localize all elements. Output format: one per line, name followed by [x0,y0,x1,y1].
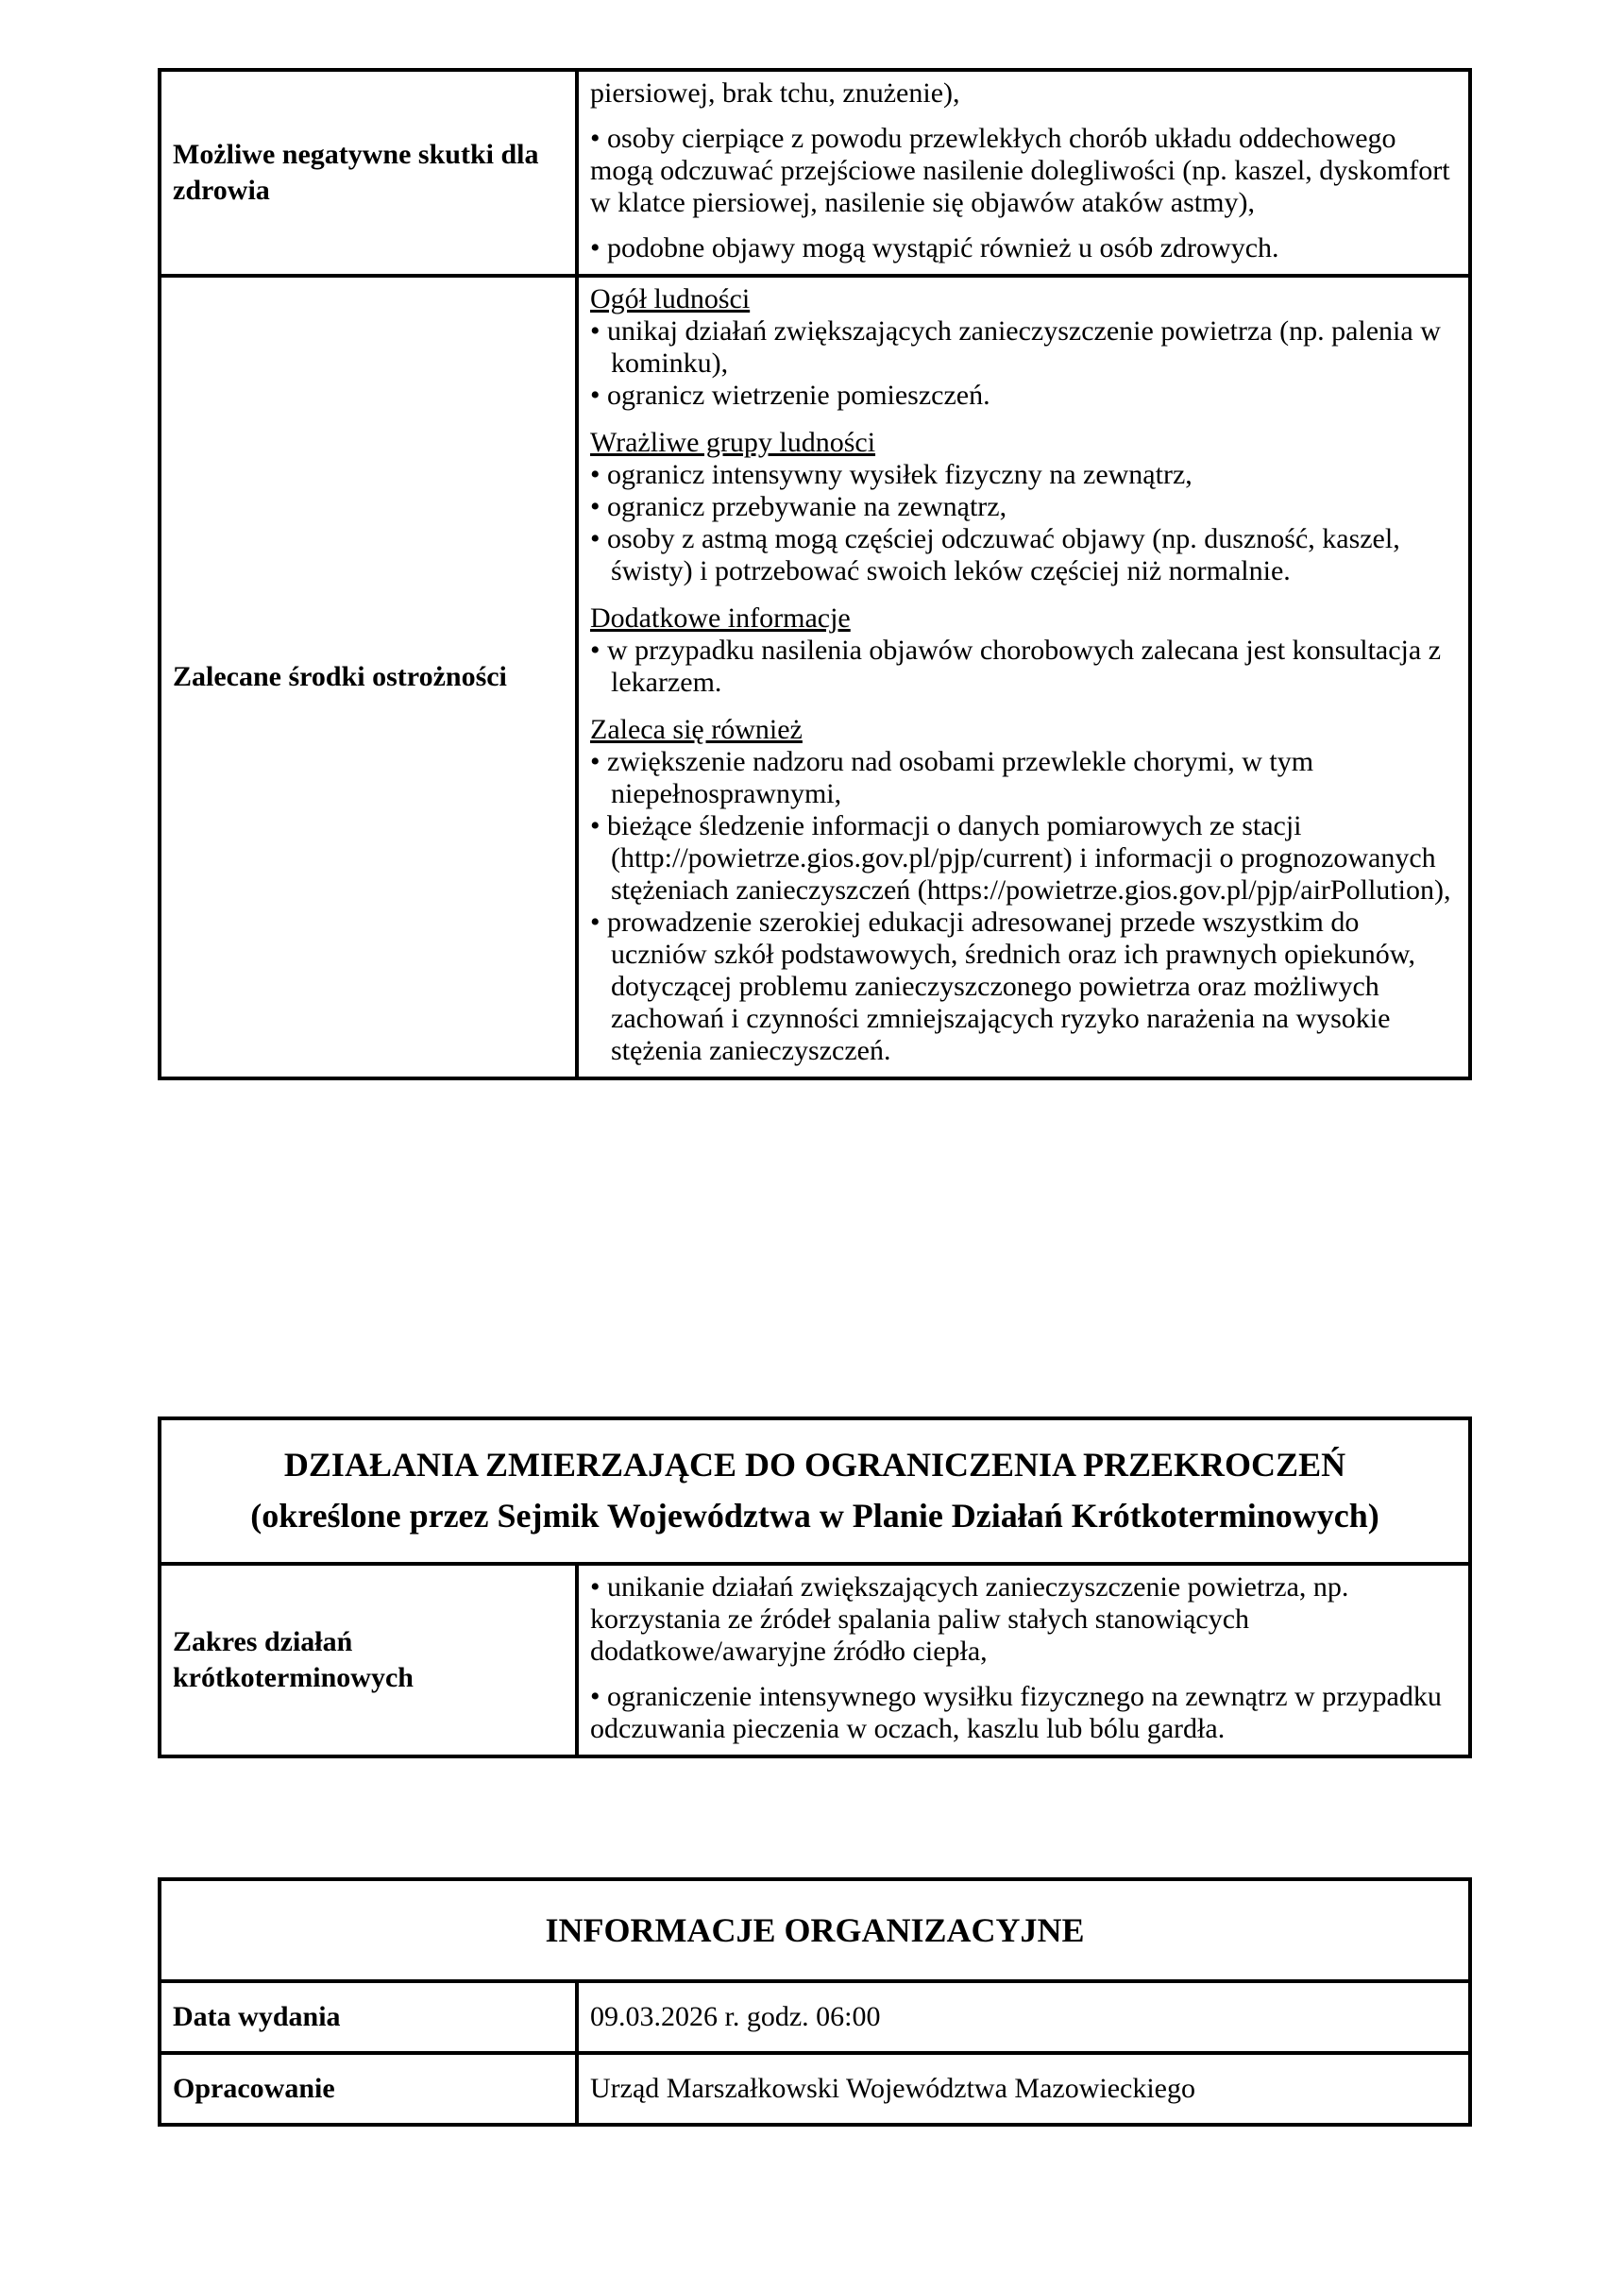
list-item: • osoby z astmą mogą częściej odczuwać objawy (np. duszność, kaszel, świsty) i potrzebować swoich leków częściej niż normalnie. [590,523,1400,586]
table-row [160,1564,1470,1756]
list-item: • unikaj działań zwiększających zanieczyszczenie powietrza (np. palenia w kominku), [590,315,1441,379]
prepared-by-value: Urząd Marszałkowski Województwa Mazowieckiego [577,2053,1470,2125]
table-row [160,1981,1470,2053]
health-effects-content [577,70,1470,276]
actions-title-line1: DZIAŁANIA ZMIERZAJĄCE DO OGRANICZENIA PRZEKROCZEŃ [283,1446,1346,1484]
actions-paragraph: • unikanie działań zwiększających zanieczyszczenie powietrza, np. korzystania ze źródeł spalania paliw stałych stanowiących dodatkowe/awaryjne źródło ciepła, [590,1571,1349,1667]
organizational-info-table [158,1877,1472,2127]
section-heading: Ogół ludności [590,283,751,314]
row-label-health-effects: Możliwe negatywne skutki dla zdrowia [160,70,577,276]
actions-paragraph: • ograniczenie intensywnego wysiłku fizycznego na zewnątrz w przypadku odczuwania pieczenia w oczach, kaszlu lub bólu gardła. [590,1681,1442,1744]
list-item: • w przypadku nasilenia objawów chorobowych zalecana jest konsultacja z lekarzem. [590,635,1442,698]
list-item: • bieżące śledzenie informacji o danych pomiarowych ze stacji (http://powietrze.gios.gov.pl/pjp/current) i informacji o prognozowanych stężeniach zanieczyszczeń (https://powietrze.gios.gov.pl/pjp/airPollution), [590,810,1451,906]
precautions-section-sensitive [590,427,1457,587]
health-effects-paragraph: piersiowej, brak tchu, znużenie), [590,77,960,109]
precautions-section-general [590,283,1457,412]
table-row [160,276,1470,1078]
actions-table [158,1416,1472,1758]
section-heading: Dodatkowe informacje [590,602,851,634]
precautions-section-additional [590,602,1457,699]
list-item: • prowadzenie szerokiej edukacji adresowanej przede wszystkim do uczniów szkół podstawowych, średnich oraz ich prawnych opiekunów, dotyczącej problemu zanieczyszczonego powietrza oraz możliwych zachowań i czynności zmniejszających ryzyko narażenia na wysokie stężenia zanieczyszczeń. [590,907,1415,1066]
health-effects-paragraph: • podobne objawy mogą wystąpić również u osób zdrowych. [590,232,1279,263]
list-item: • ogranicz przebywanie na zewnątrz, [590,491,1007,522]
row-label-short-term-actions: Zakres działań krótkoterminowych [160,1564,577,1756]
table-header-row [160,1879,1470,1981]
row-label-issue-date: Data wydania [160,1981,577,2053]
actions-title-line2: (określone przez Sejmik Województwa w Planie Działań Krótkoterminowych) [250,1497,1379,1535]
precautions-content [577,276,1470,1078]
table-row [160,70,1470,276]
health-effects-table [158,68,1472,1080]
row-label-prepared-by: Opracowanie [160,2053,577,2125]
section-heading: Wrażliwe grupy ludności [590,427,876,458]
issue-date-value: 09.03.2026 r. godz. 06:00 [577,1981,1470,2053]
list-item: • zwiększenie nadzoru nad osobami przewlekle chorymi, w tym niepełnosprawnymi, [590,746,1314,809]
precautions-section-also [590,714,1457,1067]
actions-table-title [160,1418,1470,1564]
table-header-row [160,1418,1470,1564]
list-item: • ogranicz intensywny wysiłek fizyczny na zewnątrz, [590,459,1193,490]
section-heading: Zaleca się również [590,714,803,745]
row-label-precautions: Zalecane środki ostrożności [160,276,577,1078]
organizational-info-title: INFORMACJE ORGANIZACYJNE [160,1879,1470,1981]
table-row [160,2053,1470,2125]
short-term-actions-content [577,1564,1470,1756]
list-item: • ogranicz wietrzenie pomieszczeń. [590,380,990,411]
health-effects-paragraph: • osoby cierpiące z powodu przewlekłych chorób układu oddechowego mogą odczuwać przejściowe nasilenie dolegliwości (np. kaszel, dyskomfort w klatce piersiowej, nasilenie się objawów ataków astmy), [590,123,1450,218]
